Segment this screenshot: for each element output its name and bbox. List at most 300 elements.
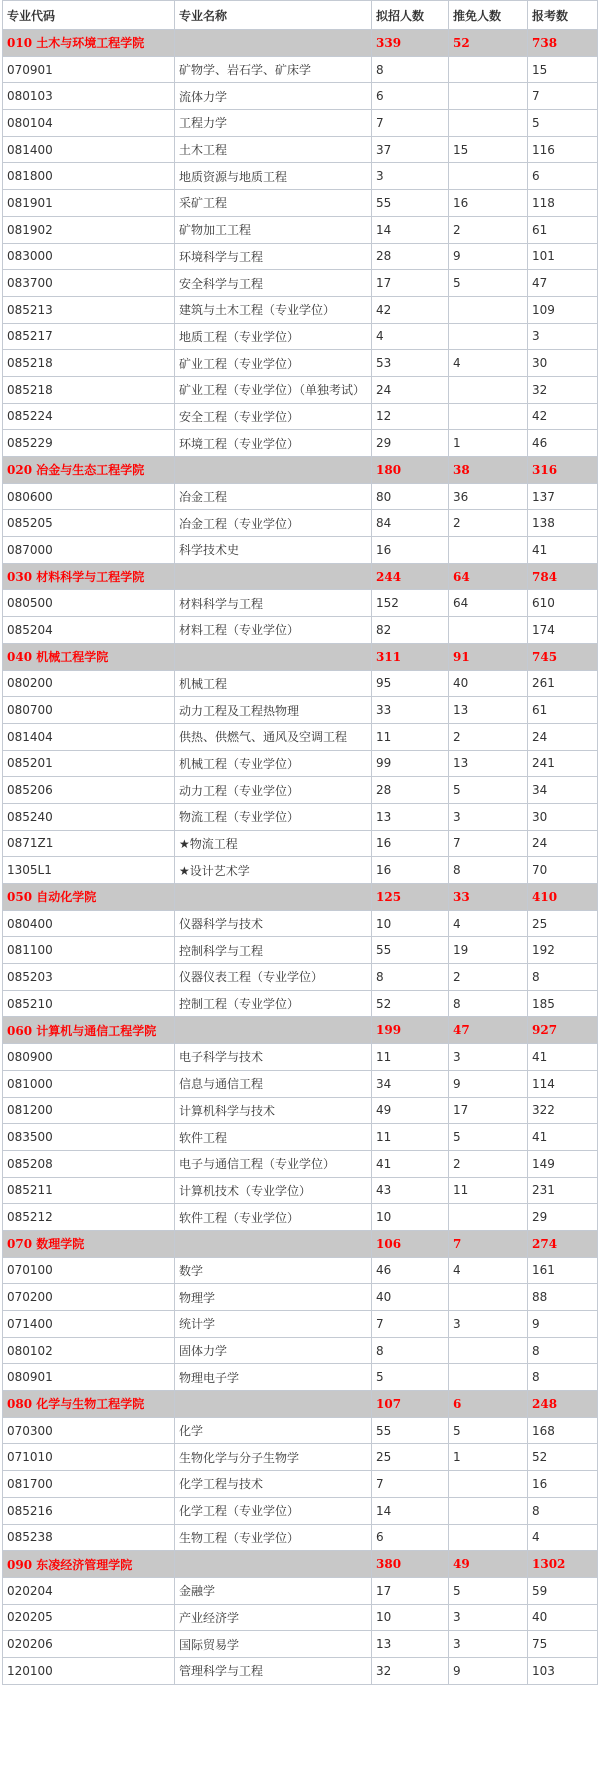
major-code-cell: 085238	[3, 1524, 175, 1551]
applicant-count-cell: 75	[528, 1631, 598, 1658]
major-code-cell: 085201	[3, 750, 175, 777]
exempt-count-cell: 19	[449, 937, 528, 964]
table-row	[3, 163, 598, 190]
exempt-count-cell: 91	[449, 643, 528, 670]
major-code-cell: 085216	[3, 1497, 175, 1524]
planned-count-cell: 17	[372, 270, 449, 297]
table-row	[3, 510, 598, 537]
exempt-count-cell: 2	[449, 723, 528, 750]
planned-count-cell: 106	[372, 1230, 449, 1257]
major-code-cell: 085204	[3, 617, 175, 644]
applicant-count-cell: 42	[528, 403, 598, 430]
table-row	[3, 1257, 598, 1284]
college-row	[3, 457, 598, 484]
table-row	[3, 243, 598, 270]
applicant-count-cell: 52	[528, 1444, 598, 1471]
major-name-cell: ★物流工程	[175, 830, 372, 857]
exempt-count-cell: 7	[449, 1230, 528, 1257]
major-code-cell: 085208	[3, 1150, 175, 1177]
applicant-count-cell: 185	[528, 990, 598, 1017]
major-code-cell: 080400	[3, 910, 175, 937]
applicant-count-cell: 5	[528, 110, 598, 137]
planned-count-cell: 10	[372, 1204, 449, 1231]
major-code-cell: 081000	[3, 1070, 175, 1097]
major-code-cell: 085224	[3, 403, 175, 430]
applicant-count-cell: 248	[528, 1391, 598, 1418]
planned-count-cell: 82	[372, 617, 449, 644]
major-code-cell: 085217	[3, 323, 175, 350]
applicant-count-cell: 103	[528, 1657, 598, 1684]
major-name-cell: 地质资源与地质工程	[175, 163, 372, 190]
applicant-count-cell: 8	[528, 1364, 598, 1391]
major-code-cell: 070100	[3, 1257, 175, 1284]
major-name-cell: 机械工程（专业学位）	[175, 750, 372, 777]
exempt-count-cell: 16	[449, 190, 528, 217]
planned-count-cell: 43	[372, 1177, 449, 1204]
applicant-count-cell: 114	[528, 1070, 598, 1097]
table-row	[3, 430, 598, 457]
major-code-cell: 020204	[3, 1577, 175, 1604]
planned-count-cell: 34	[372, 1070, 449, 1097]
exempt-count-cell: 3	[449, 1311, 528, 1338]
applicant-count-cell: 24	[528, 723, 598, 750]
applicant-count-cell: 8	[528, 964, 598, 991]
planned-count-cell: 14	[372, 216, 449, 243]
table-row	[3, 1044, 598, 1071]
applicant-count-cell: 30	[528, 350, 598, 377]
table-row	[3, 1577, 598, 1604]
table-row	[3, 1124, 598, 1151]
major-name-cell: 控制科学与工程	[175, 937, 372, 964]
applicant-count-cell: 8	[528, 1497, 598, 1524]
exempt-count-cell	[449, 56, 528, 83]
table-row	[3, 857, 598, 884]
major-name-cell: 电子科学与技术	[175, 1044, 372, 1071]
major-code-cell: 080500	[3, 590, 175, 617]
major-code-cell: 083000	[3, 243, 175, 270]
major-name-cell: 土木工程	[175, 136, 372, 163]
major-name-cell: 仪器科学与技术	[175, 910, 372, 937]
major-name-cell: 产业经济学	[175, 1604, 372, 1631]
major-name-cell: 动力工程（专业学位）	[175, 777, 372, 804]
major-code-cell: 080700	[3, 697, 175, 724]
planned-count-cell: 40	[372, 1284, 449, 1311]
major-name-cell: 环境工程（专业学位）	[175, 430, 372, 457]
major-code-cell: 085211	[3, 1177, 175, 1204]
exempt-count-cell: 9	[449, 1070, 528, 1097]
exempt-count-cell	[449, 163, 528, 190]
table-row	[3, 1204, 598, 1231]
planned-count-cell: 5	[372, 1364, 449, 1391]
major-name-cell: 物流工程（专业学位）	[175, 803, 372, 830]
table-row	[3, 990, 598, 1017]
exempt-count-cell: 13	[449, 750, 528, 777]
table-row	[3, 590, 598, 617]
major-name-cell: 环境科学与工程	[175, 243, 372, 270]
planned-count-cell: 13	[372, 803, 449, 830]
table-row	[3, 1444, 598, 1471]
table-row	[3, 937, 598, 964]
applicant-count-cell: 261	[528, 670, 598, 697]
applicant-count-cell: 88	[528, 1284, 598, 1311]
major-name-cell: 矿业工程（专业学位）	[175, 350, 372, 377]
exempt-count-cell: 4	[449, 910, 528, 937]
applicant-count-cell: 109	[528, 296, 598, 323]
applicant-count-cell: 138	[528, 510, 598, 537]
exempt-count-cell: 5	[449, 1417, 528, 1444]
planned-count-cell: 7	[372, 1311, 449, 1338]
admissions-table	[2, 0, 598, 1685]
exempt-count-cell: 8	[449, 857, 528, 884]
major-code-cell: 081404	[3, 723, 175, 750]
planned-count-cell: 8	[372, 964, 449, 991]
college-row	[3, 884, 598, 911]
major-name-cell: 信息与通信工程	[175, 1070, 372, 1097]
exempt-count-cell	[449, 537, 528, 564]
major-name-cell	[175, 1230, 372, 1257]
major-name-cell: 化学工程（专业学位）	[175, 1497, 372, 1524]
applicant-count-cell: 1302	[528, 1551, 598, 1578]
major-name-cell: 材料科学与工程	[175, 590, 372, 617]
major-name-cell: 地质工程（专业学位）	[175, 323, 372, 350]
table-row	[3, 910, 598, 937]
table-row	[3, 1471, 598, 1498]
exempt-count-cell: 6	[449, 1391, 528, 1418]
planned-count-cell: 37	[372, 136, 449, 163]
table-row	[3, 723, 598, 750]
exempt-count-cell: 5	[449, 777, 528, 804]
major-name-cell: 统计学	[175, 1311, 372, 1338]
major-name-cell: 仪器仪表工程（专业学位）	[175, 964, 372, 991]
table-row	[3, 136, 598, 163]
major-code-cell: 071010	[3, 1444, 175, 1471]
planned-count-cell: 17	[372, 1577, 449, 1604]
planned-count-cell: 8	[372, 56, 449, 83]
major-name-cell: ★设计艺术学	[175, 857, 372, 884]
major-name-cell: 冶金工程	[175, 483, 372, 510]
planned-count-cell: 33	[372, 697, 449, 724]
major-name-cell: 计算机科学与技术	[175, 1097, 372, 1124]
applicant-count-cell: 231	[528, 1177, 598, 1204]
major-name-cell: 管理科学与工程	[175, 1657, 372, 1684]
major-code-cell: 080200	[3, 670, 175, 697]
planned-count-cell: 13	[372, 1631, 449, 1658]
planned-count-cell: 55	[372, 190, 449, 217]
table-row	[3, 190, 598, 217]
table-row	[3, 617, 598, 644]
major-code-cell: 085206	[3, 777, 175, 804]
table-row	[3, 1284, 598, 1311]
major-code-cell: 081400	[3, 136, 175, 163]
applicant-count-cell: 274	[528, 1230, 598, 1257]
exempt-count-cell: 3	[449, 1631, 528, 1658]
major-code-cell: 087000	[3, 537, 175, 564]
major-code-cell: 080104	[3, 110, 175, 137]
header-major-code: 专业代码	[3, 1, 175, 30]
table-row	[3, 1097, 598, 1124]
major-name-cell	[175, 884, 372, 911]
applicant-count-cell: 30	[528, 803, 598, 830]
applicant-count-cell: 25	[528, 910, 598, 937]
applicant-count-cell: 9	[528, 1311, 598, 1338]
major-name-cell: 国际贸易学	[175, 1631, 372, 1658]
applicant-count-cell: 241	[528, 750, 598, 777]
applicant-count-cell: 410	[528, 884, 598, 911]
exempt-count-cell: 8	[449, 990, 528, 1017]
major-name-cell: 数学	[175, 1257, 372, 1284]
exempt-count-cell	[449, 403, 528, 430]
exempt-count-cell: 1	[449, 1444, 528, 1471]
major-code-cell: 080102	[3, 1337, 175, 1364]
planned-count-cell: 7	[372, 1471, 449, 1498]
applicant-count-cell: 16	[528, 1471, 598, 1498]
exempt-count-cell	[449, 83, 528, 110]
applicant-count-cell: 118	[528, 190, 598, 217]
applicant-count-cell: 61	[528, 697, 598, 724]
major-name-cell: 建筑与土木工程（专业学位）	[175, 296, 372, 323]
exempt-count-cell: 64	[449, 590, 528, 617]
table-row	[3, 1150, 598, 1177]
exempt-count-cell: 36	[449, 483, 528, 510]
exempt-count-cell: 11	[449, 1177, 528, 1204]
table-row	[3, 83, 598, 110]
table-row	[3, 376, 598, 403]
exempt-count-cell: 49	[449, 1551, 528, 1578]
applicant-count-cell: 149	[528, 1150, 598, 1177]
major-code-cell: 085229	[3, 430, 175, 457]
major-code-cell: 071400	[3, 1311, 175, 1338]
applicant-count-cell: 610	[528, 590, 598, 617]
planned-count-cell: 55	[372, 937, 449, 964]
exempt-count-cell: 17	[449, 1097, 528, 1124]
exempt-count-cell: 9	[449, 243, 528, 270]
major-code-cell: 120100	[3, 1657, 175, 1684]
table-row	[3, 1524, 598, 1551]
planned-count-cell: 41	[372, 1150, 449, 1177]
college-row	[3, 1391, 598, 1418]
major-name-cell	[175, 1391, 372, 1418]
header-exempt-count: 推免人数	[449, 1, 528, 30]
applicant-count-cell: 322	[528, 1097, 598, 1124]
planned-count-cell: 32	[372, 1657, 449, 1684]
major-name-cell: 固体力学	[175, 1337, 372, 1364]
major-code-cell: 081901	[3, 190, 175, 217]
table-row	[3, 777, 598, 804]
major-code-cell: 085218	[3, 376, 175, 403]
major-code-cell: 020205	[3, 1604, 175, 1631]
planned-count-cell: 6	[372, 83, 449, 110]
applicant-count-cell: 137	[528, 483, 598, 510]
exempt-count-cell: 40	[449, 670, 528, 697]
major-name-cell: 科学技术史	[175, 537, 372, 564]
exempt-count-cell	[449, 1471, 528, 1498]
major-code-cell: 080103	[3, 83, 175, 110]
major-code-cell: 083700	[3, 270, 175, 297]
applicant-count-cell: 101	[528, 243, 598, 270]
major-code-cell: 085210	[3, 990, 175, 1017]
exempt-count-cell: 3	[449, 803, 528, 830]
planned-count-cell: 28	[372, 243, 449, 270]
planned-count-cell: 339	[372, 30, 449, 57]
exempt-count-cell: 4	[449, 350, 528, 377]
major-name-cell: 生物工程（专业学位）	[175, 1524, 372, 1551]
applicant-count-cell: 47	[528, 270, 598, 297]
major-name-cell: 机械工程	[175, 670, 372, 697]
planned-count-cell: 8	[372, 1337, 449, 1364]
major-name-cell: 安全科学与工程	[175, 270, 372, 297]
applicant-count-cell: 168	[528, 1417, 598, 1444]
exempt-count-cell	[449, 376, 528, 403]
major-name-cell: 化学	[175, 1417, 372, 1444]
exempt-count-cell	[449, 1337, 528, 1364]
planned-count-cell: 380	[372, 1551, 449, 1578]
major-name-cell: 材料工程（专业学位）	[175, 617, 372, 644]
exempt-count-cell: 38	[449, 457, 528, 484]
applicant-count-cell: 41	[528, 1124, 598, 1151]
applicant-count-cell: 41	[528, 1044, 598, 1071]
applicant-count-cell: 7	[528, 83, 598, 110]
planned-count-cell: 53	[372, 350, 449, 377]
major-name-cell: 矿物学、岩石学、矿床学	[175, 56, 372, 83]
major-code-cell: 083500	[3, 1124, 175, 1151]
exempt-count-cell: 2	[449, 216, 528, 243]
major-code-cell: 080900	[3, 1044, 175, 1071]
header-major-name: 专业名称	[175, 1, 372, 30]
exempt-count-cell	[449, 1524, 528, 1551]
exempt-count-cell: 2	[449, 964, 528, 991]
planned-count-cell: 46	[372, 1257, 449, 1284]
major-name-cell: 软件工程	[175, 1124, 372, 1151]
table-row	[3, 697, 598, 724]
applicant-count-cell: 174	[528, 617, 598, 644]
exempt-count-cell	[449, 617, 528, 644]
applicant-count-cell: 161	[528, 1257, 598, 1284]
planned-count-cell: 95	[372, 670, 449, 697]
applicant-count-cell: 15	[528, 56, 598, 83]
planned-count-cell: 16	[372, 857, 449, 884]
major-code-cell: 020206	[3, 1631, 175, 1658]
exempt-count-cell: 52	[449, 30, 528, 57]
major-code-cell: 0871Z1	[3, 830, 175, 857]
table-row	[3, 1177, 598, 1204]
applicant-count-cell: 46	[528, 430, 598, 457]
planned-count-cell: 180	[372, 457, 449, 484]
applicant-count-cell: 34	[528, 777, 598, 804]
major-name-cell: 软件工程（专业学位）	[175, 1204, 372, 1231]
college-row	[3, 563, 598, 590]
major-name-cell: 化学工程与技术	[175, 1471, 372, 1498]
major-name-cell: 物理电子学	[175, 1364, 372, 1391]
major-name-cell: 工程力学	[175, 110, 372, 137]
major-code-cell: 050 自动化学院	[3, 884, 175, 911]
table-row	[3, 1604, 598, 1631]
table-row	[3, 323, 598, 350]
applicant-count-cell: 41	[528, 537, 598, 564]
applicant-count-cell: 784	[528, 563, 598, 590]
applicant-count-cell: 29	[528, 1204, 598, 1231]
planned-count-cell: 125	[372, 884, 449, 911]
exempt-count-cell: 7	[449, 830, 528, 857]
planned-count-cell: 52	[372, 990, 449, 1017]
table-row	[3, 964, 598, 991]
major-code-cell: 081800	[3, 163, 175, 190]
planned-count-cell: 55	[372, 1417, 449, 1444]
exempt-count-cell: 4	[449, 1257, 528, 1284]
planned-count-cell: 42	[372, 296, 449, 323]
major-code-cell: 020 冶金与生态工程学院	[3, 457, 175, 484]
major-code-cell: 030 材料科学与工程学院	[3, 563, 175, 590]
applicant-count-cell: 6	[528, 163, 598, 190]
college-row	[3, 1017, 598, 1044]
planned-count-cell: 4	[372, 323, 449, 350]
planned-count-cell: 84	[372, 510, 449, 537]
major-name-cell	[175, 643, 372, 670]
major-name-cell: 计算机技术（专业学位）	[175, 1177, 372, 1204]
table-row	[3, 296, 598, 323]
table-row	[3, 537, 598, 564]
college-row	[3, 1230, 598, 1257]
college-row	[3, 643, 598, 670]
major-code-cell: 090 东凌经济管理学院	[3, 1551, 175, 1578]
major-name-cell: 供热、供燃气、通风及空调工程	[175, 723, 372, 750]
applicant-count-cell: 24	[528, 830, 598, 857]
major-code-cell: 070 数理学院	[3, 1230, 175, 1257]
major-code-cell: 040 机械工程学院	[3, 643, 175, 670]
planned-count-cell: 11	[372, 1044, 449, 1071]
exempt-count-cell: 33	[449, 884, 528, 911]
major-code-cell: 081200	[3, 1097, 175, 1124]
planned-count-cell: 311	[372, 643, 449, 670]
exempt-count-cell: 15	[449, 136, 528, 163]
table-row	[3, 483, 598, 510]
exempt-count-cell: 5	[449, 1124, 528, 1151]
exempt-count-cell: 3	[449, 1604, 528, 1631]
table-row	[3, 216, 598, 243]
exempt-count-cell: 2	[449, 510, 528, 537]
header-applicant-count: 报考数	[528, 1, 598, 30]
exempt-count-cell: 5	[449, 1577, 528, 1604]
major-code-cell: 085203	[3, 964, 175, 991]
applicant-count-cell: 927	[528, 1017, 598, 1044]
major-name-cell	[175, 1017, 372, 1044]
major-code-cell: 080901	[3, 1364, 175, 1391]
table-row	[3, 110, 598, 137]
planned-count-cell: 28	[372, 777, 449, 804]
major-code-cell: 081902	[3, 216, 175, 243]
planned-count-cell: 199	[372, 1017, 449, 1044]
major-name-cell: 动力工程及工程热物理	[175, 697, 372, 724]
table-row	[3, 803, 598, 830]
exempt-count-cell	[449, 110, 528, 137]
major-code-cell: 060 计算机与通信工程学院	[3, 1017, 175, 1044]
applicant-count-cell: 32	[528, 376, 598, 403]
major-name-cell: 物理学	[175, 1284, 372, 1311]
applicant-count-cell: 3	[528, 323, 598, 350]
applicant-count-cell: 61	[528, 216, 598, 243]
exempt-count-cell	[449, 296, 528, 323]
planned-count-cell: 244	[372, 563, 449, 590]
major-code-cell: 070200	[3, 1284, 175, 1311]
planned-count-cell: 3	[372, 163, 449, 190]
planned-count-cell: 99	[372, 750, 449, 777]
planned-count-cell: 25	[372, 1444, 449, 1471]
planned-count-cell: 24	[372, 376, 449, 403]
major-name-cell: 冶金工程（专业学位）	[175, 510, 372, 537]
planned-count-cell: 16	[372, 830, 449, 857]
applicant-count-cell: 8	[528, 1337, 598, 1364]
planned-count-cell: 11	[372, 1124, 449, 1151]
major-code-cell: 085218	[3, 350, 175, 377]
